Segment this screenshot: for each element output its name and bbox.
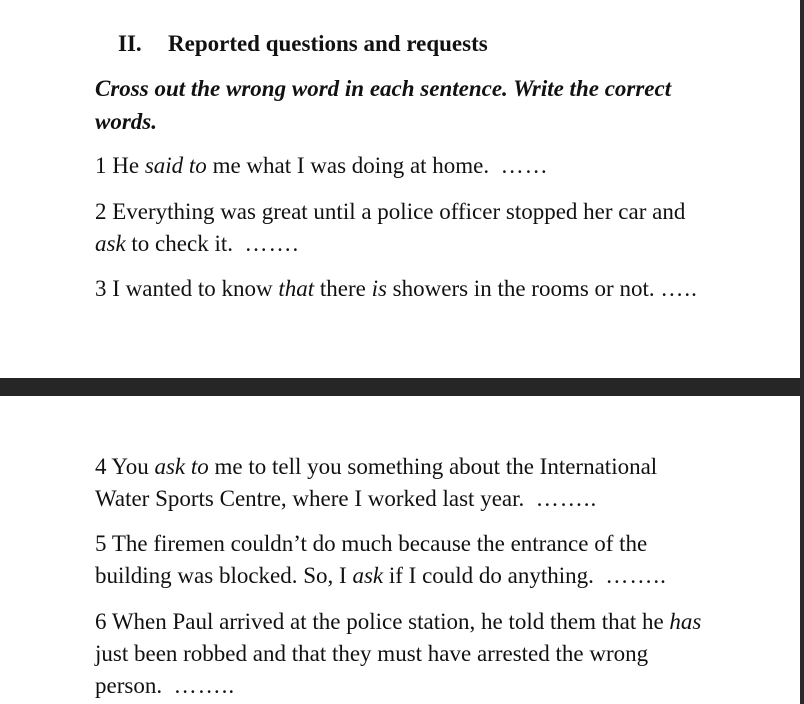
section-title: Reported questions and requests (168, 31, 488, 56)
question-6-wrong-word: has (669, 609, 702, 634)
question-3-answer-blank: ….. (660, 276, 698, 301)
question-2-wrong-word: ask (95, 231, 126, 256)
question-5-answer-blank: …….. (605, 563, 667, 588)
question-4-answer-blank: …….. (535, 486, 598, 511)
question-5-line-2: building was blocked. So, I (95, 563, 353, 588)
question-1-text-end: me what I was doing at home. (206, 153, 490, 178)
question-1-wrong-word: said to (144, 153, 207, 178)
instruction-text (95, 72, 735, 138)
question-1 (95, 150, 745, 182)
right-edge-bar (800, 0, 804, 704)
question-4-wrong-word: ask to (154, 454, 209, 479)
question-4-line-2: Water Sports Centre, where I worked last year. (95, 486, 525, 511)
question-3 (95, 273, 745, 305)
question-2 (95, 196, 745, 260)
question-2-answer-blank: ……. (244, 231, 300, 256)
question-2-line-2: to check it. (125, 231, 233, 256)
question-5-line-1: 5 The firemen couldn’t do much because the entrance of the (95, 531, 648, 556)
question-4-text: 4 You (95, 454, 155, 479)
question-3-text: 3 I wanted to know (95, 276, 279, 301)
question-3-text-end: showers in the rooms or not. (386, 276, 655, 301)
question-4 (95, 451, 745, 515)
question-3-wrong-word-1: that (278, 276, 315, 301)
question-5-wrong-word: ask (352, 563, 384, 588)
question-5 (95, 528, 745, 592)
question-5-line-2-end: if I could do anything. (383, 563, 594, 588)
section-number: II. (118, 31, 142, 56)
question-1-text: 1 He (95, 153, 145, 178)
question-3-text-mid: there (314, 276, 372, 301)
question-4-line-1-end: me to tell you something about the International (208, 454, 658, 479)
question-6 (95, 606, 745, 702)
question-6-answer-blank: …….. (173, 673, 236, 698)
instruction-line-1: Cross out the wrong word in each sentence. Write the correct (95, 76, 672, 101)
question-6-line-2: just been robbed and that they must have arrested the wrong (95, 641, 649, 666)
question-6-line-3: person. (95, 673, 163, 698)
instruction-line-2: words. (95, 109, 157, 134)
question-3-wrong-word-2: is (371, 276, 387, 301)
page-divider (0, 378, 804, 396)
question-2-line-1: 2 Everything was great until a police officer stopped her car and (95, 199, 686, 224)
section-heading (118, 28, 488, 60)
question-6-text: 6 When Paul arrived at the police station, he told them that he (95, 609, 670, 634)
question-1-answer-blank: …… (500, 153, 549, 178)
